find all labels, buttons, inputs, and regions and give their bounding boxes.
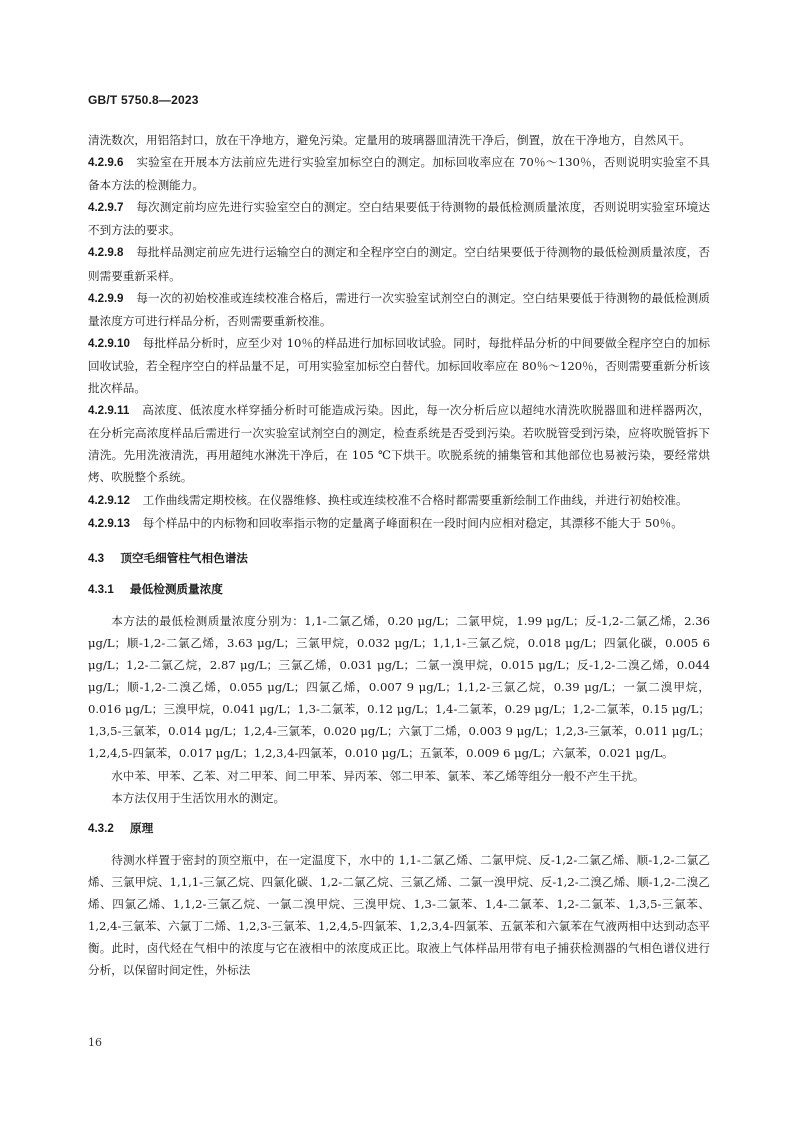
clause-text: 高浓度、低浓度水样穿插分析时可能造成污染。因此，每一次分析后应以超纯水清洗吹脱器皿和进样器两次，在分析完高浓度样品后需进行一次实验室试剂空白的测定，检查系统是否受到污染。若吹脱管受到污染，应将吹脱管拆下清洗。先用洗液清洗，再用超纯水淋洗干净后，在 105 ℃下烘干。吹脱系统的捕集管和其他部位也易被污染，要经常烘烤、吹脱整个系统。 (88, 403, 710, 485)
clause-4-2-9-11 (88, 399, 710, 488)
clause-number: 4.2.9.9 (88, 291, 124, 305)
clause-4-2-9-6 (88, 151, 710, 196)
detection-limits-paragraph: 本方法的最低检测质量浓度分别为：1,1-二氯乙烯，0.20 μg/L；二氯甲烷，1.99 μg/L；反-1,2-二氯乙烯，2.36 μg/L；顺-1,2-二氯乙烯，3.63 μg/L；三氯甲烷，0.032 μg/L；1,1,1-三氯乙烷，0.018 μg/L；四氯化碳，0.005 6 μg/L；1,2-二氯乙烷，2.87 μg/L；三氯乙烯，0.031 μg/L；二氯一溴甲烷，0.015 μg/L；反-1,2-二溴乙烯，0.044 μg/L；顺-1,2-二溴乙烯，0.055 μg/L；四氯乙烯，0.007 9 μg/L；1,1,2-三氯乙烷，0.39 μg/L；一氯二溴甲烷，0.016 μg/L；三溴甲烷，0.041 μg/L；1,3-二氯苯，0.12 μg/L；1,4-二氯苯，0.29 μg/L；1,2-二氯苯，0.15 μg/L；1,3,5-三氯苯，0.014 μg/L；1,2,4-三氯苯，0.020 μg/L；六氯丁二烯，0.003 9 μg/L；1,2,3-三氯苯，0.011 μg/L；1,2,4,5-四氯苯，0.017 μg/L；1,2,3,4-四氯苯，0.010 μg/L；五氯苯，0.009 6 μg/L；六氯苯，0.021 μg/L。 (88, 613, 710, 761)
section-number: 4.3.1 (88, 582, 114, 596)
clause-number: 4.2.9.8 (88, 246, 124, 260)
clause-number: 4.2.9.11 (88, 404, 130, 418)
section-heading-4-3-1 (88, 579, 710, 601)
clause-text: 每批样品分析时，应至少对 10％的样品进行加标回收试验。同时，每批样品分析的中间要做全程序空白的加标回收试验，若全程序空白的样品量不足，可用实验室加标空白替代。加标回收率应在 80％～120％，否则需要重新分析该批次样品。 (88, 335, 710, 396)
paragraph-continuation: 清洗数次，用铝箔封口，放在干净地方，避免污染。定量用的玻璃器皿清洗干净后，倒置，放在干净地方，自然风干。 (88, 133, 691, 147)
clause-number: 4.2.9.10 (88, 336, 130, 350)
clause-number: 4.2.9.13 (88, 516, 130, 530)
section-title: 最低检测质量浓度 (130, 582, 223, 596)
clause-number: 4.2.9.7 (88, 201, 124, 215)
clause-text: 每个样品中的内标物和回收率指示物的定量离子峰面积在一段时间内应相对稳定，其漂移不能大于 50％。 (142, 515, 683, 530)
clause-text: 实验室在开展本方法前应先进行实验室加标空白的测定。加标回收率应在 70％～130％，否则说明实验室不具备本方法的检测能力。 (88, 155, 710, 193)
clause-4-2-9-12 (88, 489, 710, 512)
clause-text: 每批样品测定前应先进行运输空白的测定和全程序空白的测定。空白结果要低于待测物的最低检测质量浓度，否则需要重新采样。 (88, 245, 710, 283)
clause-text: 每一次的初始校准或连续校准合格后，需进行一次实验室试剂空白的测定。空白结果要低于待测物的最低检测质量浓度方可进行样品分析，否则需要重新校准。 (88, 290, 710, 328)
section-heading-4-3-2 (88, 818, 710, 840)
clause-4-2-9-8 (88, 241, 710, 286)
section-heading-4-3 (88, 548, 710, 570)
clause-text: 每次测定前均应先进行实验室空白的测定。空白结果要低于待测物的最低检测质量浓度，否则说明实验室环境达不到方法的要求。 (88, 200, 710, 238)
interference-paragraph: 水中苯、甲苯、乙苯、对二甲苯、间二甲苯、异丙苯、邻二甲苯、氯苯、苯乙烯等组分一般不产生干扰。 (111, 768, 645, 783)
section-title: 顶空毛细管柱气相色谱法 (120, 551, 248, 565)
standard-code-header: GB/T 5750.8—2023 (88, 93, 199, 107)
clause-4-2-9-7 (88, 196, 710, 241)
principle-paragraph: 待测水样置于密封的顶空瓶中，在一定温度下，水中的 1,1-二氯乙烯、二氯甲烷、反-1,2-二氯乙烯、顺-1,2-二氯乙烯、三氯甲烷、1,1,1-三氯乙烷、四氯化碳、1,2-二氯乙烷、三氯乙烯、二氯一溴甲烷、反-1,2-二溴乙烯、顺-1,2-二溴乙烯、四氯乙烯、1,1,2-三氯乙烷、一氯二溴甲烷、三溴甲烷、1,3-二氯苯、1,4-二氯苯、1,2-二氯苯、1,3,5-三氯苯、1,2,4-三氯苯、六氯丁二烯、1,2,3-三氯苯、1,2,4,5-四氯苯、1,2,3,4-四氯苯、五氯苯和六氯苯在气液两相中达到动态平衡。此时，卤代烃在气相中的浓度与它在液相中的浓度成正比。取液上气体样品用带有电子捕获检测器的气相色谱仪进行分析，以保留时间定性，外标法 (88, 852, 710, 978)
section-title: 原理 (130, 821, 154, 835)
scope-paragraph: 本方法仅用于生活饮用水的测定。 (111, 790, 286, 805)
document-body (88, 129, 710, 981)
clause-number: 4.2.9.6 (88, 156, 124, 170)
clause-text: 工作曲线需定期校核。在仪器维修、换柱或连续校准不合格时都需要重新绘制工作曲线，并进行初始校准。 (142, 492, 688, 507)
clause-4-2-9-10 (88, 332, 710, 399)
clause-number: 4.2.9.12 (88, 493, 130, 507)
section-number: 4.3 (88, 551, 105, 565)
clause-4-2-9-9 (88, 287, 710, 332)
page-number: 16 (88, 1036, 102, 1049)
clause-4-2-9-13 (88, 512, 710, 535)
section-number: 4.3.2 (88, 821, 114, 835)
